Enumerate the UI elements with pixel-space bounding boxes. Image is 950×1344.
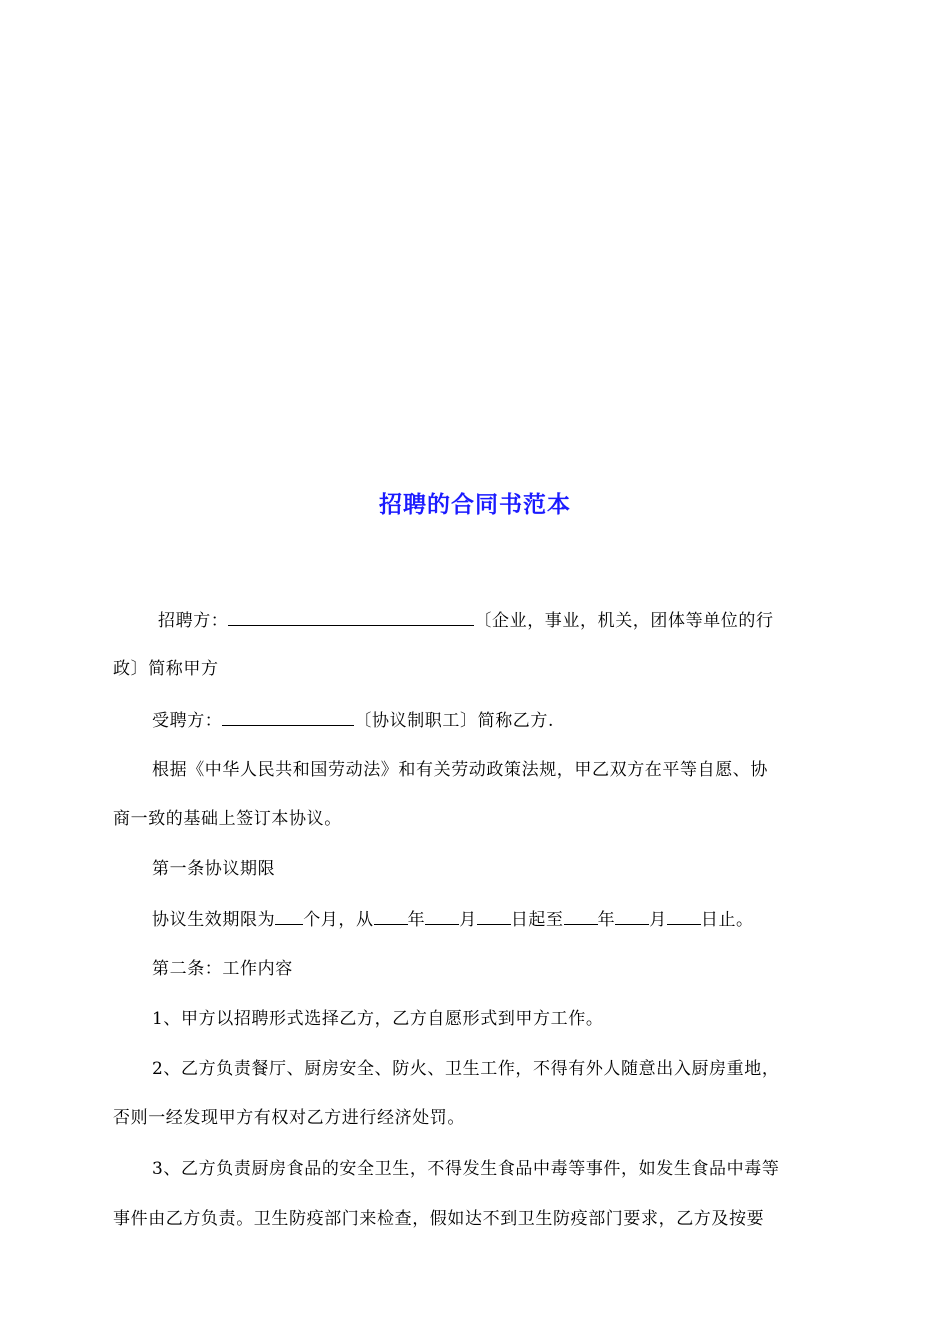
text-span: 年 [407,910,426,930]
section-heading [152,858,275,880]
employee-label: 受聘方： [152,711,223,731]
text-span: 否则一经发现甲方有权对乙方进行经济处罚。 [113,1108,465,1128]
paragraph-line [113,1208,764,1230]
text-span: 商一致的基础上签订本协议。 [113,809,342,829]
paragraph-line [152,1158,779,1180]
text-span: 月 [649,910,667,930]
text-span: 政〕简称甲方 [113,659,219,679]
paragraph-line [152,759,768,781]
employee-blank [222,709,354,726]
text-span: 日止。 [700,910,754,930]
paragraph-line [152,908,754,931]
text-span: 月 [459,910,477,930]
employee-note: 〔协议制职工〕简称乙方. [354,711,555,731]
text-span: 个月，从 [303,910,374,930]
paragraph-line [113,808,342,830]
section-heading [152,958,293,980]
employer-note: 〔企业，事业，机关，团体等单位的行 [474,611,774,631]
document-title: 招聘的合同书范本 [379,492,571,518]
text-span: 第一条协议期限 [152,859,276,879]
text-span: 根据《中华人民共和国劳动法》和有关劳动政策法规，甲乙双方在平等自愿、协 [152,760,768,780]
text-span: 日起至 [510,910,564,930]
paragraph-line [152,1008,603,1030]
end-month-blank [615,908,649,925]
end-year-blank [564,908,598,925]
text-span: 第二条：工作内容 [152,959,293,979]
text-span: 1、甲方以招聘形式选择乙方，乙方自愿形式到甲方工作。 [152,1009,604,1029]
employer-blank [228,609,474,626]
text-span: 协议生效期限为 [152,910,276,930]
months-blank [275,908,303,925]
paragraph-line [158,609,774,632]
paragraph-line [113,658,219,680]
employer-label: 招聘方： [158,611,229,631]
start-month-blank [425,908,459,925]
start-year-blank [374,908,408,925]
text-span: 2、乙方负责餐厅、厨房安全、防火、卫生工作，不得有外人随意出入厨房重地， [152,1059,780,1079]
text-span: 年 [597,910,616,930]
end-day-blank [667,908,701,925]
text-span: 事件由乙方负责。卫生防疫部门来检查，假如达不到卫生防疫部门要求，乙方及按要 [113,1209,765,1229]
paragraph-line [152,709,554,732]
paragraph-line [152,1058,779,1080]
text-span: 3、乙方负责厨房食品的安全卫生，不得发生食品中毒等事件，如发生食品中毒等 [152,1159,780,1179]
paragraph-line [113,1107,465,1129]
start-day-blank [477,908,511,925]
